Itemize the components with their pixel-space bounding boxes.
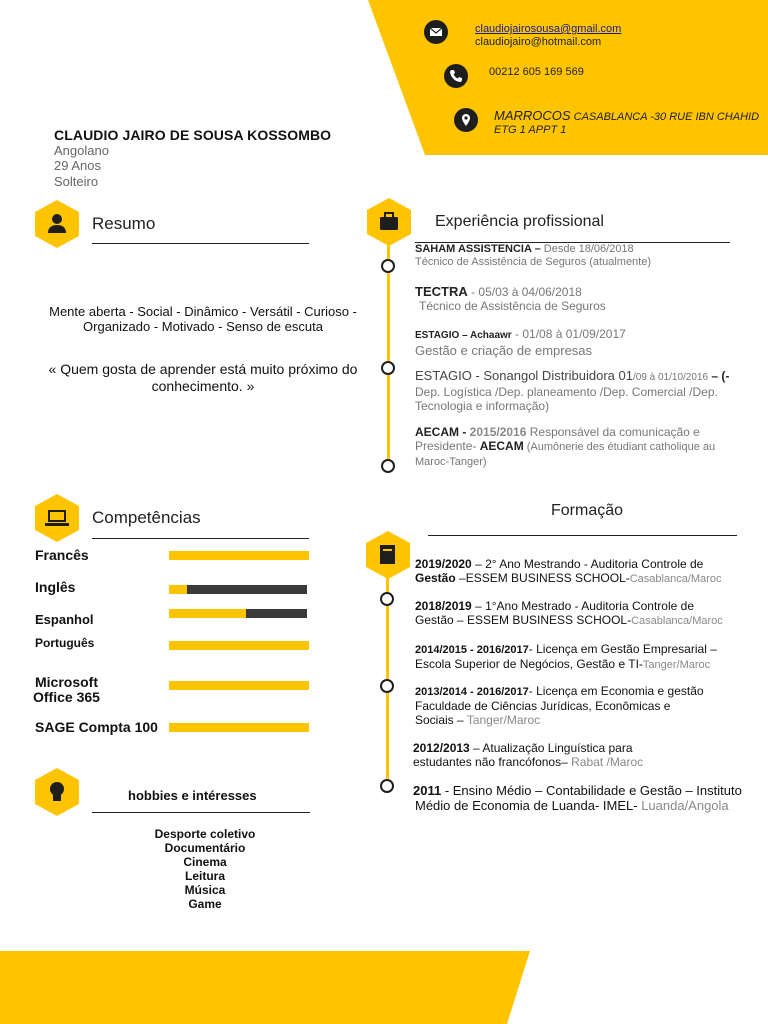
skill-bar-fill [169, 609, 246, 618]
hobby-list [130, 827, 280, 911]
timeline-node [380, 592, 394, 606]
formacao-item: 2013/2014 - 2016/2017- Licença em Economia e gestão Faculdade de Ciências Jurídicas, Econômicas e Sociais – Tanger/Maroc [415, 684, 704, 727]
hobby-item: Documentário [164, 841, 246, 855]
exp-date: Desde 18/06/2018 [543, 243, 634, 255]
competencias-title: Competências [92, 508, 201, 527]
exp-item-sonangol: ESTAGIO - Sonangol Distribuidora 01/09 à 01/10/2016 – (- Dep. Logística /Dep. planeamento /Dep. Comercial /Dep. Tecnologia e informação) [415, 368, 730, 413]
competencias-underline [92, 538, 309, 539]
location-icon [454, 108, 478, 132]
form-year: 2018/2019 [415, 599, 472, 613]
address-street: CASABLANCA -30 RUE IBN CHAHID [570, 111, 760, 123]
exp-desc: Técnico de Assistência de Seguros (atualmente) [415, 256, 652, 268]
form-place: Rabat /Maroc [571, 755, 644, 769]
skill-label: Português [35, 636, 95, 650]
exp-item-aecam: AECAM - 2015/2016 Responsável da comunicação e Presidente- AECAM (Aumônerie des étudiant catholique au Maroc-Tanger) [415, 425, 716, 468]
formacao-title: Formação [551, 502, 624, 519]
skill-bar-fill [169, 551, 309, 560]
exp-date: 01/08 à 01/09/2017 [522, 327, 626, 341]
skill-bar-fill [169, 723, 309, 732]
formacao-item: 2011 - Ensino Médio – Contabilidade e Gestão – Instituto Médio de Economia de Luanda- IMEL- Luanda/Angola [413, 783, 742, 813]
footer-yellow-band [0, 951, 530, 1024]
full-name: CLAUDIO JAIRO DE SOUSA KOSSOMBO [54, 127, 332, 143]
skill-bar-rest [187, 585, 307, 594]
email-hotmail: claudiojairo@hotmail.com [475, 36, 602, 48]
book-icon [366, 531, 410, 579]
exp-date: 2015/2016 [469, 425, 527, 439]
envelope-icon [424, 20, 448, 44]
address-city: MARROCOS [494, 108, 571, 123]
skill-bar-fill [169, 681, 309, 690]
hobby-item: Música [184, 883, 226, 897]
exp-desc: Técnico de Assistência de Seguros [419, 299, 606, 313]
timeline-node [381, 361, 395, 375]
resumo-quote [30, 361, 376, 395]
marital-status: Solteiro [54, 174, 99, 189]
experiencia-title: Experiência profissional [435, 213, 604, 230]
timeline-node [380, 679, 394, 693]
hobby-item: Desporte coletivo [154, 827, 256, 841]
hobby-item: Leitura [184, 869, 225, 883]
traits-line-1: Mente aberta - Social - Dinâmico - Versátil - Curioso - [49, 304, 357, 319]
quote-line-2: conhecimento. » [151, 378, 255, 394]
resumo-title: Resumo [92, 214, 156, 233]
address-block [494, 109, 759, 137]
skill-bar-fill [169, 641, 309, 650]
phone-icon [444, 64, 468, 88]
traits-line-2: Organizado - Motivado - Senso de escuta [83, 319, 323, 334]
form-place: Luanda/Angola [641, 798, 729, 813]
form-place: Casablanca/Maroc [631, 615, 723, 627]
form-year: 2013/2014 - 2016/2017 [415, 686, 529, 698]
exp-org: ESTAGIO – Achaawr [415, 330, 512, 341]
skill-label: Espanhol [35, 612, 94, 627]
timeline-node [381, 259, 395, 273]
hobbies-title: hobbies e intéresses [128, 788, 257, 803]
exp-org: AECAM - [415, 425, 470, 439]
skill-bar-fill [169, 585, 187, 594]
exp-item-achaawr: ESTAGIO – Achaawr - 01/08 à 01/09/2017 Gestão e criação de empresas [415, 327, 745, 359]
exp-org: TECTRA [415, 284, 468, 299]
formacao-underline [428, 535, 737, 536]
skill-label: SAGE Compta 100 [35, 719, 158, 735]
laptop-icon [35, 494, 79, 542]
formacao-item: 2014/2015 - 2016/2017- Licença em Gestão Empresarial – Escola Superior de Negócios, Gestão e TI-Tanger/Maroc [415, 642, 717, 671]
hobbies-underline [92, 812, 310, 813]
user-icon [35, 200, 79, 248]
email-link-gmail[interactable]: claudiojairosousa@gmail.com [475, 23, 622, 35]
skill-label: Francês [35, 547, 89, 563]
formacao-item: 2012/2013 – Atualização Linguística para estudantes não francófonos– Rabat /Maroc [413, 741, 644, 769]
exp-date: 05/03 à 04/06/2018 [478, 285, 582, 299]
lightbulb-icon [35, 768, 79, 816]
resumo-traits [30, 304, 376, 334]
age: 29 Anos [54, 158, 101, 173]
exp-item-tectra: TECTRA - 05/03 à 04/06/2018 Técnico de Assistência de Seguros [415, 285, 745, 313]
form-place: Tanger/Maroc [466, 713, 541, 727]
resumo-underline [92, 243, 309, 244]
exp-date: /09 à 01/10/2016 [632, 372, 709, 383]
form-place: Casablanca/Maroc [629, 573, 722, 585]
formacao-item: 2018/2019 – 1°Ano Mestrado - Auditoria Controle de Gestão – ESSEM BUSINESS SCHOOL-Casablanca/Maroc [415, 599, 723, 627]
skill-label: Microsoft Office 365 [33, 674, 100, 705]
form-year: 2012/2013 [413, 741, 470, 755]
exp-desc: Dep. Logística /Dep. planeamento /Dep. Comercial /Dep. Tecnologia e informação) [415, 385, 718, 413]
address-line2: ETG 1 APPT 1 [494, 124, 567, 136]
experiencia-timeline [387, 243, 390, 465]
skill-label: Inglês [35, 579, 76, 595]
form-year: 2011 [413, 783, 442, 798]
timeline-node [380, 779, 394, 793]
exp-desc: Gestão e criação de empresas [415, 343, 593, 358]
nationality: Angolano [54, 143, 109, 158]
exp-desc: (Aumônerie des étudiant catholique au Maroc-Tanger) [415, 441, 716, 468]
quote-line-1: « Quem gosta de aprender está muito próximo do [48, 361, 358, 377]
phone-number: 00212 605 169 569 [489, 66, 584, 78]
hobby-item: Cinema [183, 855, 227, 869]
exp-org: SAHAM ASSISTENCIA [415, 243, 532, 255]
briefcase-icon [367, 198, 411, 246]
exp-org: ESTAGIO - Sonangol Distribuidora 01 [415, 368, 633, 383]
hobby-item: Game [188, 897, 222, 911]
form-year: 2019/2020 [415, 557, 472, 571]
timeline-node [381, 459, 395, 473]
form-place: Tanger/Maroc [642, 659, 711, 671]
formacao-item: 2019/2020 – 2° Ano Mestrando - Auditoria Controle de Gestão –ESSEM BUSINESS SCHOOL-Casablanca/Maroc [415, 557, 722, 585]
exp-item-saham: SAHAM ASSISTENCIA – Desde 18/06/2018 Técnico de Assistência de Seguros (atualmente) [415, 243, 745, 269]
email-block [475, 23, 621, 49]
form-year: 2014/2015 - 2016/2017 [415, 644, 529, 656]
skill-bar-rest [246, 609, 307, 618]
